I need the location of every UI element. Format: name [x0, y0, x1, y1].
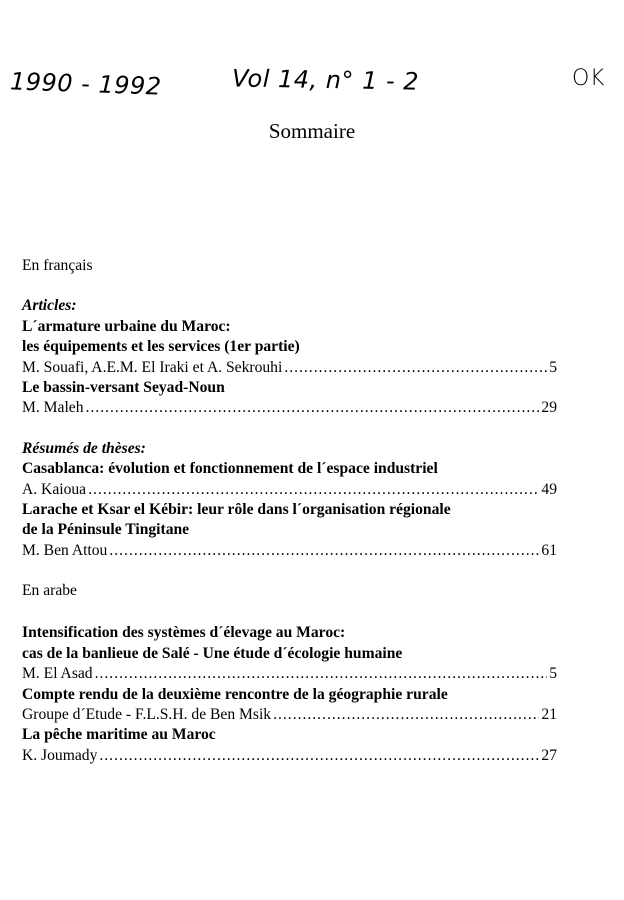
entry-page-number: 61 — [541, 541, 557, 559]
entry-author-row — [22, 705, 557, 725]
entry-author-row — [22, 358, 557, 378]
entry-page-number: 29 — [541, 399, 557, 417]
handwritten-volume-note: Vol 14, n° 1 - 2 — [231, 64, 420, 96]
entry-title-line: les équipements et les services (1er partie) — [22, 338, 300, 356]
leader-dots — [99, 746, 539, 766]
leader-dots — [86, 398, 540, 418]
entry-title-line: Compte rendu de la deuxième rencontre de la géographie rurale — [22, 685, 448, 703]
articles-heading: Articles: — [22, 297, 77, 315]
toc-entry — [22, 317, 557, 378]
section-label-french: En français — [22, 257, 93, 274]
entry-title-line: La pêche maritime au Maroc — [22, 726, 216, 744]
entry-page-number: 49 — [541, 480, 557, 498]
entry-page-number: 5 — [549, 358, 557, 376]
handwritten-years-note: 1990 - 1992 — [9, 67, 163, 101]
entry-page-number: 5 — [549, 665, 557, 683]
entry-author-row — [22, 398, 557, 418]
entry-page-number: 27 — [541, 746, 557, 764]
entry-author: M. El Asad — [22, 665, 93, 683]
entry-title-line: Larache et Ksar el Kébir: leur rôle dans l´organisation régionale — [22, 500, 451, 518]
entry-author: Groupe d´Etude - F.L.S.H. de Ben Msik — [22, 706, 272, 724]
entry-author: M. Souafi, A.E.M. El Iraki et A. Sekrouhi — [22, 358, 283, 376]
entry-title-line: Le bassin-versant Seyad-Noun — [22, 378, 225, 396]
leader-dots — [109, 541, 539, 561]
entry-author: M. Ben Attou — [22, 541, 108, 559]
entry-title-line: cas de la banlieue de Salé - Une étude d´écologie humaine — [22, 644, 403, 662]
toc-entry — [22, 725, 557, 766]
table-of-contents — [22, 256, 557, 766]
leader-dots — [273, 705, 539, 725]
leader-dots — [284, 358, 547, 378]
entry-author-row — [22, 480, 557, 500]
toc-entry — [22, 623, 557, 684]
toc-entry — [22, 378, 557, 419]
entry-title-line: de la Péninsule Tingitane — [22, 521, 190, 539]
leader-dots — [88, 480, 539, 500]
entry-author: A. Kaioua — [22, 480, 87, 498]
entry-title-line: Intensification des systèmes d´élevage au Maroc: — [22, 624, 346, 642]
handwritten-ok-mark: OK — [572, 66, 605, 91]
leader-dots — [95, 664, 548, 684]
toc-entry — [22, 459, 557, 500]
entry-title-line: Casablanca: évolution et fonctionnement de l´espace industriel — [22, 460, 438, 478]
page-title: Sommaire — [268, 119, 356, 143]
entry-author: K. Joumady — [22, 746, 98, 764]
section-label-arabic: En arabe — [22, 582, 77, 600]
toc-entry — [22, 685, 557, 726]
entry-page-number: 21 — [541, 706, 557, 724]
toc-entry — [22, 500, 557, 561]
entry-author: M. Maleh — [22, 399, 84, 417]
entry-author-row — [22, 664, 557, 684]
entry-author-row — [22, 746, 557, 766]
entry-title-line: L´armature urbaine du Maroc: — [22, 317, 231, 335]
theses-heading: Résumés de thèses: — [22, 439, 146, 457]
entry-author-row — [22, 541, 557, 561]
